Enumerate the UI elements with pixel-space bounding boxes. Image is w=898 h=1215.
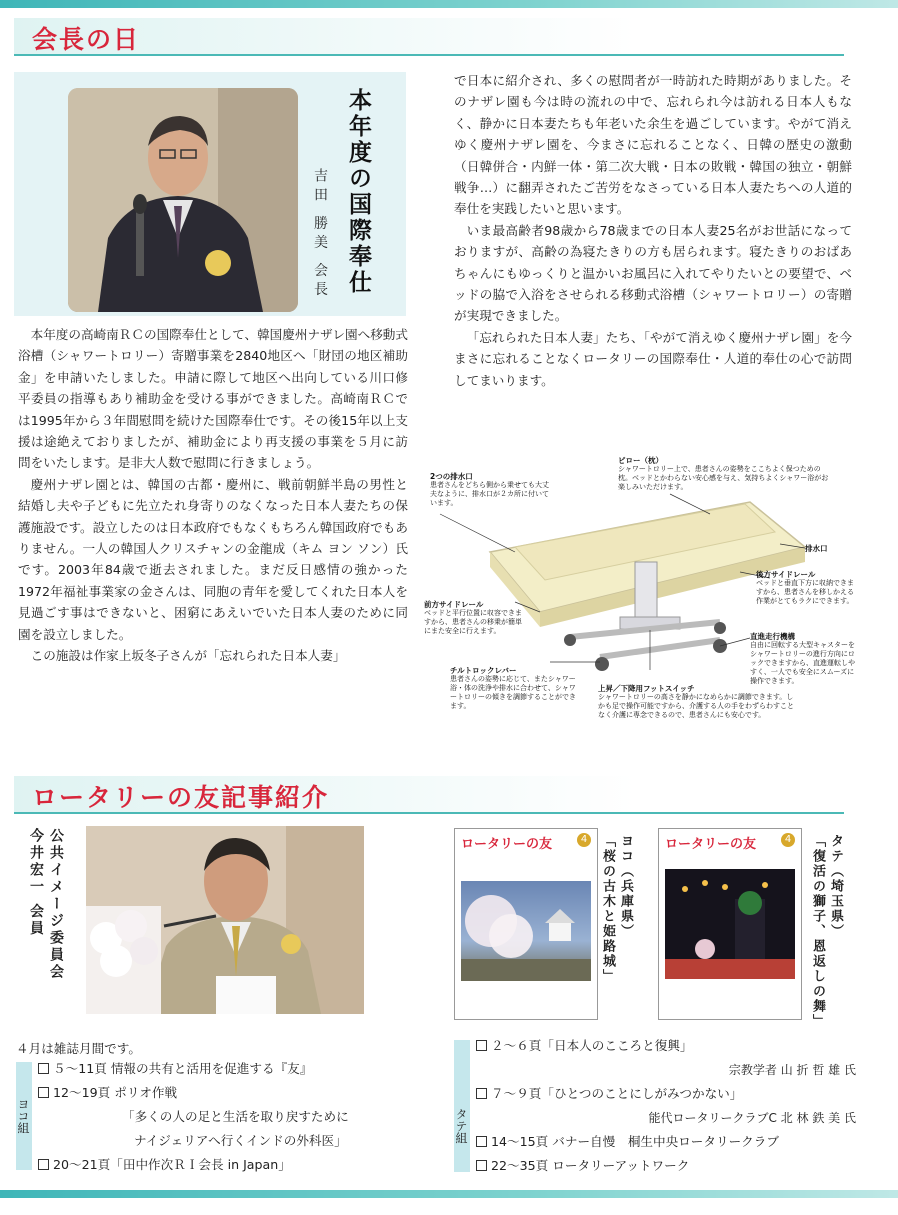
- diagram-label: 直進走行機構 自由に回転する大型キャスターをシャワートロリーの進行方向にロックできますから、直進運転しやすく、一人でも安全にスムーズに操作できます。: [750, 632, 855, 685]
- article-title: 本年度の国際奉仕: [345, 88, 372, 296]
- shower-trolley-diagram: [420, 452, 860, 752]
- header-underline: [14, 54, 844, 56]
- president-name: 吉田 勝美 会長: [312, 168, 328, 301]
- cover-image-castle: [461, 881, 591, 981]
- castle-illustration: [461, 881, 591, 981]
- list-item: ナイジェリアへ行くインドの外科医」: [134, 1133, 347, 1148]
- bottom-decorative-bar: [0, 1190, 898, 1198]
- list-item: 22～35頁 ロータリーアットワーク: [476, 1154, 856, 1178]
- diagram-label: 排水口: [805, 544, 828, 553]
- magazine-cover-tate: [658, 828, 802, 1020]
- diagram-label: チルトロックレバー 患者さんの姿勢に応じて、またシャワー浴・体の洗浄や排水に合わせて、シャワートロリーの傾きを調節することができます。: [450, 666, 576, 710]
- magazine-issue: 4: [577, 833, 591, 847]
- paragraph: 本年度の高崎南ＲＣの国際奉仕として、韓国慶州ナザレ園へ移動式浴槽（シャワートロリー）寄贈事業を2840地区へ「財団の地区補助金」を申請いたしました。申請に際して地区へ出向している川口修平委員の指導もあり補助金を受ける事ができました。高崎南ＲＣでは1995年から３年間慰問を続けた国際奉仕です。その後15年以上支援は途絶えておりましたが、補助金により再支援の事業を５月に訪問をいたします。是非大人数で慰問に行きましょう。: [18, 327, 408, 471]
- president-photo: [68, 88, 298, 312]
- member-photo: [86, 826, 364, 1014]
- diagram-label: 2つの排水口 患者さんをどちら側から乗せても大丈夫なように、排水口が２カ所に付いています。: [430, 472, 549, 507]
- section-header-magazine: [14, 776, 844, 814]
- magazine-month-intro: ４月は雑誌月間です。: [16, 1041, 141, 1056]
- president-photo-panel: [14, 72, 406, 316]
- header-underline: [14, 812, 844, 814]
- yoko-article-list: [38, 1057, 398, 1177]
- member-committee: 公共イメージ委員会: [48, 828, 64, 981]
- magazine-caption-tate: タテ（埼玉県） 「復活の獅子、恩返しの舞」: [810, 834, 843, 1029]
- checkbox-icon: [476, 1040, 487, 1051]
- section-title-magazine: ロータリーの友記事紹介: [32, 783, 330, 812]
- diagram-label: ピロー（枕） シャワートロリー上で、患者さんの姿勢をここちよく保つための枕。ベッドとかわらない安心感を与え、気持ちよくシャワー浴がお楽しみいただけます。: [618, 456, 829, 491]
- president-photo-illustration: [68, 88, 298, 312]
- magazine-logo: ロータリーの友: [665, 837, 757, 852]
- magazine-caption-yoko: ヨコ（兵庫県） 「桜の古木と姫路城」: [600, 834, 633, 984]
- member-name: 今井宏一 会員: [28, 828, 44, 938]
- section-header-president: [14, 18, 844, 56]
- checkbox-icon: [476, 1160, 487, 1171]
- list-item-author: 能代ロータリークラブC 北 林 鉄 美 氏: [648, 1111, 856, 1125]
- paragraph: この施設は作家上坂冬子さんが「忘れられた日本人妻」: [30, 648, 346, 664]
- cover-image-lion-dance: [665, 869, 795, 979]
- member-caption: [26, 828, 66, 981]
- left-column-text: [18, 324, 408, 667]
- right-column-text: [454, 70, 852, 391]
- yoko-label: ヨコ組: [16, 1062, 32, 1170]
- tate-label: タテ組: [454, 1040, 470, 1172]
- paragraph: いま最高齢者98歳から78歳までの日本人妻25名がお世話になっておりますが、高齢の為寝たきりの方も居られます。寝たきりのおばあちゃんにもゆっくりと温かいお風呂に入れてやりたいとの要望で、ベッドの脇で入浴をさせられる移動式浴槽（シャワートロリー）の寄贈が実現できました。: [454, 222, 852, 324]
- paragraph: 「忘れられた日本人妻」たち、「やがて消えゆく慶州ナザレ園」を今まさに忘れることなくロータリーの国際奉仕・人道的奉仕の心で訪問してまいります。: [454, 329, 852, 388]
- diagram-label: 上昇／下降用フットスイッチ シャワートロリーの高さを静かになめらかに調節できます。しかも足で操作可能ですから、介護する人の手をわずらわすことなく介護に専念できるので、患者さんにも安心です。: [598, 684, 794, 719]
- list-item: ５～11頁 情報の共有と活用を促進する『友』: [38, 1057, 398, 1081]
- checkbox-icon: [38, 1159, 49, 1170]
- list-item: 12～19頁 ポリオ作戦: [38, 1081, 398, 1105]
- checkbox-icon: [476, 1136, 487, 1147]
- tate-article-list: [476, 1034, 856, 1178]
- paragraph: 慶州ナザレ園とは、韓国の古都・慶州に、戦前朝鮮半島の男性と結婚し夫や子どもに先立たれ身寄りのなくなった日本人妻たちの保護施設です。設立したのは日本政府でもなくもちろん韓国政府でもありません。一人の韓国人クリスチャンの金龍成（キム ヨン ソン）氏です。2003年84歳で逝去されました。まだ反日感情の強かった1972年福祉事業家の金さんは、同胞の青年を愛してくれた日本人を見過ごす事はできないと、困窮にあえいでいた日本人妻のために同園を設立しました。: [18, 476, 408, 642]
- magazine-cover-yoko: [454, 828, 598, 1020]
- magazine-logo: ロータリーの友: [461, 837, 553, 852]
- top-decorative-bar: [0, 0, 898, 8]
- checkbox-icon: [476, 1088, 487, 1099]
- member-photo-illustration: [86, 826, 364, 1014]
- list-item-author: 宗教学者 山 折 哲 雄 氏: [728, 1063, 856, 1077]
- section-title-president: 会長の日: [32, 25, 141, 54]
- checkbox-icon: [38, 1087, 49, 1098]
- list-item: 20～21頁「田中作次ＲＩ会長 in Japan」: [38, 1153, 398, 1177]
- list-item: ２～６頁「日本人のこころと復興」: [476, 1034, 856, 1058]
- list-item: 14～15頁 バナー自慢 桐生中央ロータリークラブ: [476, 1130, 856, 1154]
- diagram-label: 後方サイドレール ベッドと垂直下方に収納できますから、患者さんを移しかえる作業がとてもラクにできます。: [756, 570, 854, 605]
- checkbox-icon: [38, 1063, 49, 1074]
- lion-dance-illustration: [665, 869, 795, 979]
- list-item: ７～９頁「ひとつのことにしがみつかない」: [476, 1082, 856, 1106]
- magazine-issue: 4: [781, 833, 795, 847]
- paragraph: で日本に紹介され、多くの慰問者が一時訪れた時期がありました。そのナザレ園も今は時の流れの中で、忘れられ今は訪れる日本人もなく、静かに日本妻たちも年老いた余生を過ごしています。やがて消えゆく慶州ナザレ園を、今まさに忘れることなく、日韓の歴史の激動（日韓併合・内鮮一体・第二次大戦・日本の敗戦・韓国の独立・朝鮮戦争…）に翻弄されたご苦労をなさっている日本人妻たちへの人道的奉仕を実践したいと思います。: [454, 73, 852, 217]
- list-item: 「多くの人の足と生活を取り戻すために: [122, 1109, 349, 1124]
- diagram-label: 前方サイドレール ベッドと平行位置に収容できますから、患者さんの移乗が簡単にまた安全に行えます。: [424, 600, 522, 635]
